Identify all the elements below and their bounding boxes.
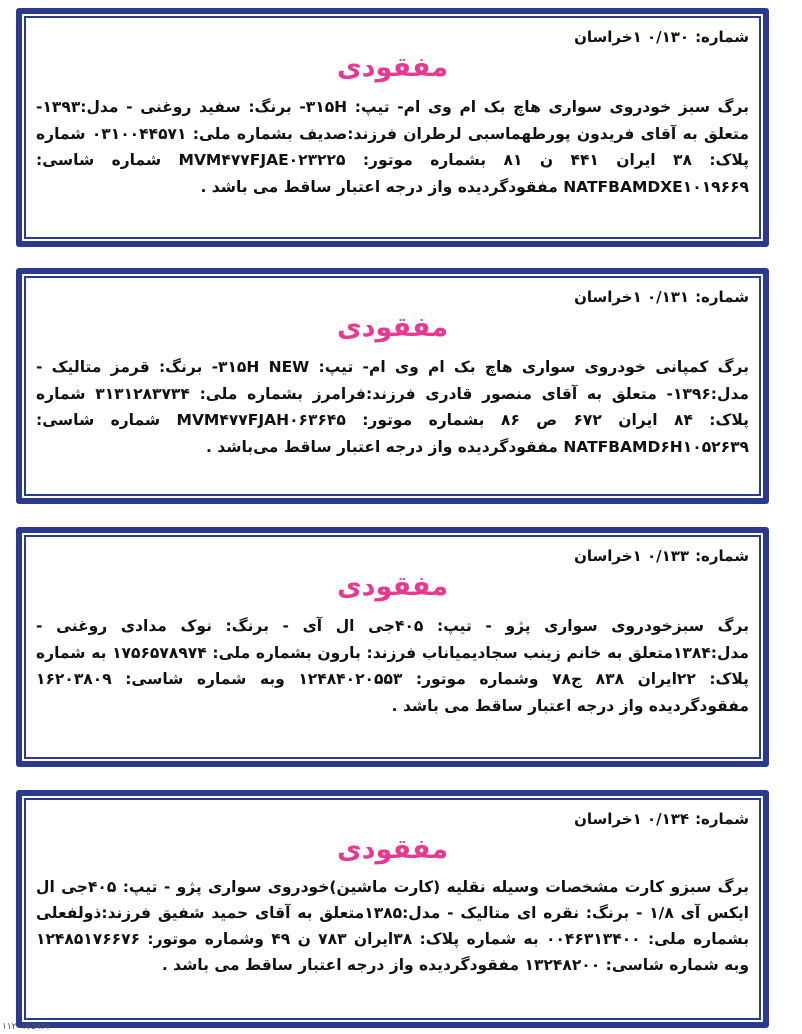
notice-heading: مفقودی	[336, 52, 449, 83]
lost-notice-2	[16, 268, 769, 504]
lost-notice-3	[16, 527, 769, 767]
notice-number	[322, 547, 749, 565]
notice-number-label: شماره:	[695, 28, 749, 46]
lost-notice-1	[16, 8, 769, 247]
notice-number-value: ۰/۱۳۳ ۱خراسان	[574, 547, 690, 565]
notice-number	[322, 28, 749, 46]
notice-number	[322, 810, 749, 828]
notice-number-value: ۰/۱۳۴ ۱خراسان	[574, 810, 690, 828]
notice-heading: مفقودی	[336, 571, 449, 602]
notice-number-label: شماره:	[695, 288, 749, 306]
notice-number-label: شماره:	[695, 810, 749, 828]
notice-body: برگ سبزو کارت مشخصات وسیله نقلیه (کارت ماشین)خودروی سواری پژو - تیپ: ۴۰۵جی ال ایکس آی ۱/۸ - برنگ: نقره ای متالیک - مدل:۱۳۸۵متعلق به آقای حمید شفیق فرزند:ذولفعلی بشماره ملی: ۰۰۴۶۳۱۳۴۰۰ به شماره پلاک: ۳۸ایران ۷۸۳ ن ۴۹ وشماره موتور: ۱۲۴۸۵۱۷۶۶۷۶ وبه شماره شاسی: ۱۳۲۴۸۲۰۰ مفقودگردیده واز درجه اعتبار ساقط می باشد .	[36, 878, 750, 974]
notice-heading: مفقودی	[336, 834, 449, 865]
notice-number-label: شماره:	[695, 547, 749, 565]
notice-number	[322, 288, 749, 306]
lost-notice-4	[16, 790, 769, 1028]
notice-number-value: ۰/۱۳۰ ۱خراسان	[574, 28, 690, 46]
notice-number-value: ۰/۱۳۱ ۱خراسان	[574, 288, 690, 306]
notice-body: برگ سبز خودروی سواری هاچ بک ام وی ام- تیپ: ۳۱۵H- برنگ: سفید روغنی - مدل:۱۳۹۳- متعلق به آقای فریدون پورطهماسبی لرطران فرزند:صدیف بشماره ملی: ۰۳۱۰۰۴۴۵۷۱ شماره پلاک: ۳۸ ایران ۴۴۱ ن ۸۱ بشماره موتور: MVM۴۷۷FJAE۰۲۳۲۲۵ شماره شاسی: NATFBAMDXE۱۰۱۹۶۶۹ مفقودگردیده واز درجه اعتبار ساقط می باشد .	[36, 98, 749, 196]
notice-body: برگ کمپانی خودروی سواری هاچ بک ام وی ام- تیپ: ۳۱۵H NEW- برنگ: قرمز متالیک - مدل:۱۳۹۶- متعلق به آقای منصور قادری فرزند:فرامرز بشماره ملی: ۳۱۳۱۲۸۳۷۳۴ شماره پلاک: ۸۴ ایران ۶۷۲ ص ۸۶ بشماره موتور: MVM۴۷۷FJAH۰۶۳۶۴۵ شماره شاسی: NATFBAMD۶H۱۰۵۲۶۳۹ مفقودگردیده واز درجه اعتبار ساقط می‌باشد .	[36, 358, 749, 456]
footer-code: ۱۱۲۰۱۷۵۹۲۷	[2, 1022, 51, 1032]
notice-body: برگ سبزخودروی سواری پژو - تیپ: ۴۰۵جی ال آی - برنگ: نوک مدادی روغنی - مدل:۱۳۸۴متعلق به خانم زینب سجادیمیاناب فرزند: بارون بشماره ملی: ۱۷۵۶۵۷۸۹۷۴ به شماره پلاک: ۲۲ایران ۸۳۸ ج۷۸ وشماره موتور: ۱۲۴۸۴۰۲۰۵۵۳ وبه شماره شاسی: ۱۶۲۰۳۸۰۹ مفقودگردیده واز درجه اعتبار ساقط می باشد .	[36, 617, 749, 715]
notice-heading: مفقودی	[336, 312, 449, 343]
